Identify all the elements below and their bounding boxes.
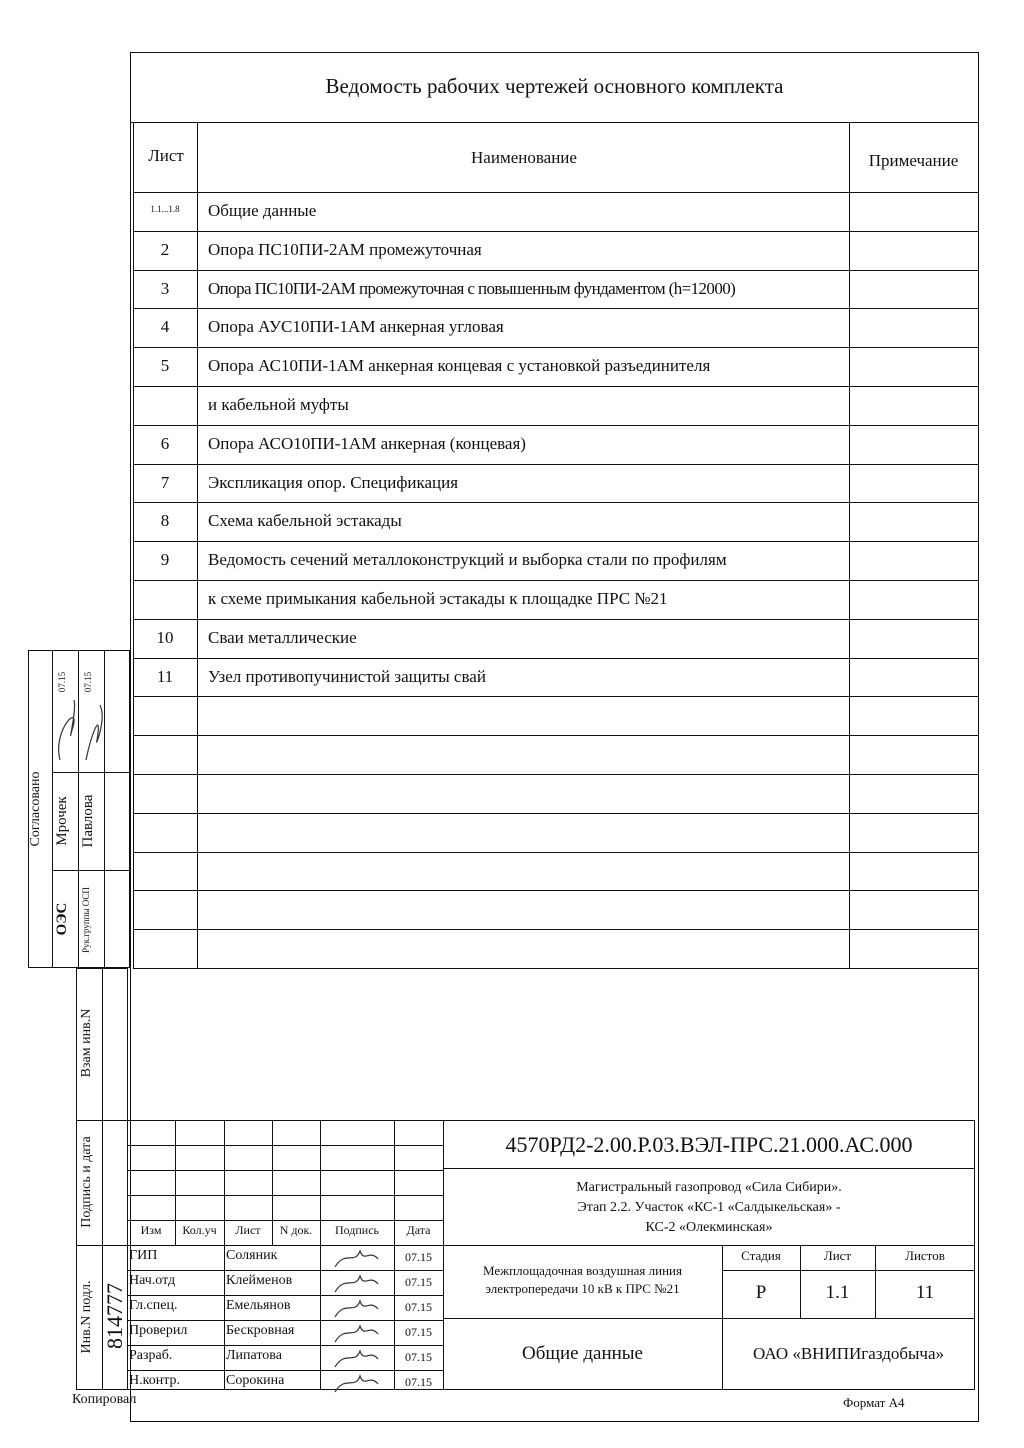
row-line xyxy=(133,541,978,542)
row-line xyxy=(133,658,978,659)
person-name: Клейменов xyxy=(226,1273,293,1288)
row-line xyxy=(133,580,978,581)
person-role: Нач.отд xyxy=(129,1273,176,1288)
col-line xyxy=(320,1245,321,1390)
approval-name2: Павлова xyxy=(80,794,96,848)
row-line xyxy=(127,1320,443,1321)
row-sheet-number: 1.1...1.8 xyxy=(150,204,180,214)
row-sheet-number: 8 xyxy=(160,511,170,530)
row-name: и кабельной муфты xyxy=(208,395,349,414)
row-name: Узел противопучинистой защиты свай xyxy=(208,667,486,686)
col-line xyxy=(197,122,198,968)
person-name: Емельянов xyxy=(226,1298,291,1313)
person-role: Разраб. xyxy=(129,1348,173,1363)
signature-icon xyxy=(330,1295,390,1321)
revision-col-header: Изм xyxy=(140,1223,162,1237)
row-name: Опора АСО10ПИ-1АМ анкерная (концевая) xyxy=(208,434,526,453)
stage-label: Стадия xyxy=(741,1248,781,1263)
row-name: Опора АУС10ПИ-1АМ анкерная угловая xyxy=(208,317,504,336)
row-sheet-number: 4 xyxy=(160,317,170,336)
row-sheet-number: 3 xyxy=(160,279,170,298)
approval-date2: 07.15 xyxy=(83,671,93,693)
person-role: Гл.спец. xyxy=(129,1298,178,1313)
row-line xyxy=(133,774,978,775)
revision-col-header: Дата xyxy=(406,1223,431,1237)
row-line xyxy=(133,386,978,387)
sheet-label: Лист xyxy=(823,1248,852,1263)
row-line xyxy=(133,502,978,503)
approval-name1: Мрочек xyxy=(54,796,70,846)
row-line xyxy=(127,1370,443,1371)
row-name: Опора ПС10ПИ-2АМ промежуточная xyxy=(208,240,482,259)
row-name: к схеме примыкания кабельной эстакады к площадке ПРС №21 xyxy=(208,589,668,608)
row-line xyxy=(127,1220,443,1221)
row-line xyxy=(133,813,978,814)
approval-dept2: Рук.группы ОСП xyxy=(81,887,91,953)
revision-col-header: Кол.уч xyxy=(182,1223,217,1237)
signature-icon xyxy=(330,1345,390,1371)
row-line xyxy=(133,852,978,853)
row-line xyxy=(127,1195,443,1196)
signature-icon xyxy=(330,1320,390,1346)
row-line xyxy=(127,1270,443,1271)
orig-inv-label: Инв.N подл. xyxy=(79,1280,94,1354)
header-name: Наименование xyxy=(471,148,577,167)
row-line xyxy=(133,464,978,465)
row-line xyxy=(133,968,978,969)
document-code: 4570РД2-2.00.Р.03.ВЭЛ-ПРС.21.000.АС.000 xyxy=(505,1132,913,1157)
row-sheet-number: 5 xyxy=(160,356,170,375)
person-role: Проверил xyxy=(129,1323,188,1338)
project-line: Магистральный газопровод «Сила Сибири». xyxy=(576,1180,842,1195)
row-line xyxy=(133,929,978,930)
approval-dept1: ОЭС xyxy=(54,902,70,936)
person-date: 07.15 xyxy=(405,1350,432,1364)
signature-icon xyxy=(330,1270,390,1296)
row-name: Ведомость сечений металлоконструкций и выборка стали по профилям xyxy=(208,550,727,569)
person-date: 07.15 xyxy=(405,1250,432,1264)
organization: ОАО «ВНИПИгаздобыча» xyxy=(752,1344,945,1363)
stage-value: Р xyxy=(755,1282,767,1303)
row-line xyxy=(133,890,978,891)
sheet-value: 1.1 xyxy=(825,1282,850,1303)
row-name: Сваи металлические xyxy=(208,628,357,647)
row-line xyxy=(133,425,978,426)
person-name: Соляник xyxy=(226,1248,278,1263)
row-line xyxy=(133,192,978,193)
copied-label: Копировал xyxy=(72,1392,137,1407)
row-line xyxy=(127,1170,443,1171)
object-line: Межплощадочная воздушная линия xyxy=(482,1263,682,1278)
col-line xyxy=(224,1245,225,1390)
signature-icon xyxy=(52,690,130,770)
sheets-label: Листов xyxy=(905,1248,945,1263)
revision-col-header: Подпись xyxy=(334,1223,380,1237)
person-date: 07.15 xyxy=(405,1275,432,1289)
signature-icon xyxy=(330,1370,390,1396)
row-sheet-number: 11 xyxy=(156,667,174,686)
signature-icon xyxy=(330,1245,390,1271)
sheets-value: 11 xyxy=(915,1282,935,1303)
divider xyxy=(130,122,979,123)
row-sheet-number: 6 xyxy=(160,434,170,453)
row-name: Экспликация опор. Спецификация xyxy=(208,473,459,492)
row-line xyxy=(127,1295,443,1296)
object-line: электропередачи 10 кВ к ПРС №21 xyxy=(485,1281,680,1296)
person-name: Сорокина xyxy=(226,1373,285,1388)
replace-inv-label: Взам инв.N xyxy=(79,1008,94,1078)
header-note: Примечание xyxy=(868,151,959,170)
row-line xyxy=(133,735,978,736)
row-name: Общие данные xyxy=(208,201,317,220)
revision-col-header: Лист xyxy=(235,1223,261,1237)
row-name: Опора АС10ПИ-1АМ анкерная концевая с установкой разъединителя xyxy=(208,356,711,375)
person-date: 07.15 xyxy=(405,1300,432,1314)
person-role: ГИП xyxy=(129,1248,158,1263)
row-line xyxy=(127,1245,443,1246)
col-line xyxy=(849,122,850,968)
row-line xyxy=(133,270,978,271)
person-role: Н.контр. xyxy=(129,1373,180,1388)
row-line xyxy=(133,696,978,697)
row-line xyxy=(133,347,978,348)
row-line xyxy=(133,231,978,232)
row-sheet-number: 9 xyxy=(160,550,170,569)
row-sheet-number: 2 xyxy=(160,240,170,259)
doc-title: Общие данные xyxy=(521,1343,643,1364)
col-line xyxy=(394,1245,395,1390)
format-label: Формат А4 xyxy=(843,1395,905,1410)
project-line: КС-2 «Олекминская» xyxy=(645,1220,773,1235)
revision-col-header: N док. xyxy=(279,1223,313,1237)
row-line xyxy=(133,619,978,620)
person-date: 07.15 xyxy=(405,1375,432,1389)
sign-date-label: Подпись и дата xyxy=(79,1136,94,1228)
row-line xyxy=(127,1145,443,1146)
row-line xyxy=(127,1345,443,1346)
approval-date1: 07.15 xyxy=(57,671,67,693)
row-name: Схема кабельной эстакады xyxy=(208,511,402,530)
project-name xyxy=(443,1178,975,1238)
row-name: Опора ПС10ПИ-2АМ промежуточная с повышенным фундаментом (h=12000) xyxy=(208,279,736,298)
person-name: Бескровная xyxy=(226,1323,295,1338)
person-name: Липатова xyxy=(226,1348,282,1363)
sheet-title: Ведомость рабочих чертежей основного комплекта xyxy=(325,74,784,98)
header-sheet: Лист xyxy=(148,146,184,165)
row-sheet-number: 10 xyxy=(156,628,174,647)
object-name xyxy=(443,1262,722,1298)
row-line xyxy=(133,308,978,309)
project-line: Этап 2.2. Участок «КС-1 «Салдыкельская» - xyxy=(577,1200,841,1215)
person-date: 07.15 xyxy=(405,1325,432,1339)
row-sheet-number: 7 xyxy=(160,473,170,492)
orig-inv-number: 814777 xyxy=(102,1283,127,1349)
approval-label: Согласовано xyxy=(28,771,43,847)
